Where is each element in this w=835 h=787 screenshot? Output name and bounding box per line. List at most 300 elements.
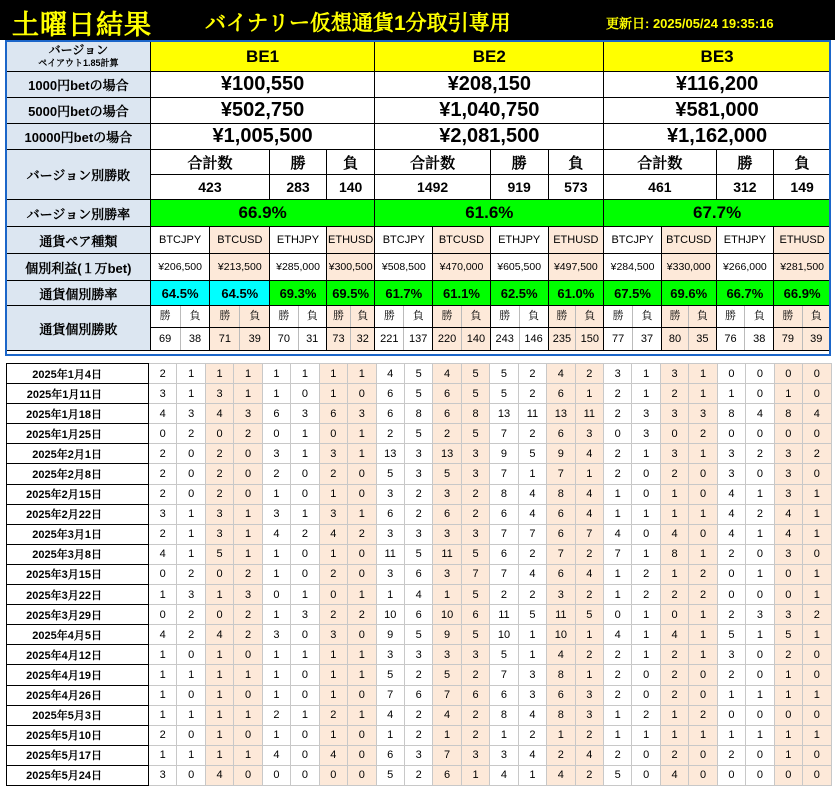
result-cell[interactable]: 13 (433, 444, 461, 464)
pair-winrate[interactable]: 66.9% (774, 281, 831, 306)
pair-winrate[interactable]: 69.6% (661, 281, 716, 306)
result-cell[interactable]: 2 (717, 745, 745, 765)
result-cell[interactable]: 3 (774, 444, 802, 464)
result-cell[interactable]: 6 (433, 765, 461, 785)
pair-winrate[interactable]: 67.5% (604, 281, 662, 306)
result-cell[interactable]: 2 (404, 484, 432, 504)
result-cell[interactable]: 0 (234, 725, 262, 745)
result-cell[interactable]: 9 (490, 444, 518, 464)
result-cell[interactable]: 3 (575, 424, 603, 444)
result-cell[interactable]: 5 (717, 625, 745, 645)
result-cell[interactable]: 0 (348, 745, 376, 765)
pair-winrate[interactable]: 64.5% (210, 281, 270, 306)
result-cell[interactable]: 3 (689, 404, 717, 424)
result-cell[interactable]: 0 (291, 745, 319, 765)
result-cell[interactable]: 2 (461, 665, 489, 685)
result-cell[interactable]: 0 (774, 765, 802, 785)
result-cell[interactable]: 0 (717, 364, 745, 384)
result-cell[interactable]: 2 (604, 384, 632, 404)
result-cell[interactable]: 1 (660, 705, 688, 725)
pair-winrate[interactable]: 61.0% (548, 281, 604, 306)
loss-header[interactable]: 負 (548, 150, 604, 175)
result-cell[interactable]: 8 (490, 705, 518, 725)
result-cell[interactable]: 0 (348, 625, 376, 645)
result-cell[interactable]: 5 (461, 364, 489, 384)
result-cell[interactable]: 0 (291, 765, 319, 785)
result-cell[interactable]: 1 (604, 585, 632, 605)
result-cell[interactable]: 6 (376, 504, 404, 524)
result-cell[interactable]: 2 (149, 484, 177, 504)
result-cell[interactable]: 0 (689, 484, 717, 504)
result-cell[interactable]: 0 (291, 665, 319, 685)
result-cell[interactable]: 2 (518, 585, 546, 605)
result-cell[interactable]: 1 (234, 544, 262, 564)
result-cell[interactable]: 6 (319, 404, 347, 424)
result-cell[interactable]: 2 (803, 444, 831, 464)
result-cell[interactable]: 6 (547, 524, 575, 544)
result-cell[interactable]: 1 (205, 645, 233, 665)
pair-winrate[interactable]: 69.3% (270, 281, 327, 306)
result-cell[interactable]: 7 (461, 564, 489, 584)
win-header[interactable]: 勝 (490, 150, 548, 175)
result-cell[interactable]: 7 (547, 544, 575, 564)
result-cell[interactable]: 1 (319, 484, 347, 504)
result-cell[interactable]: 7 (547, 464, 575, 484)
version-winrate[interactable]: 67.7% (604, 200, 831, 227)
result-cell[interactable]: 7 (518, 524, 546, 544)
result-cell[interactable]: 1 (746, 524, 774, 544)
result-cell[interactable]: 3 (376, 564, 404, 584)
pair-winrate-label[interactable]: 通貨個別勝率 (7, 281, 151, 306)
result-cell[interactable]: 2 (319, 705, 347, 725)
result-cell[interactable]: 11 (547, 605, 575, 625)
result-cell[interactable]: 4 (575, 444, 603, 464)
pair-winloss-header[interactable] (490, 306, 548, 328)
result-cell[interactable]: 1 (660, 484, 688, 504)
result-cell[interactable]: 0 (604, 424, 632, 444)
result-cell[interactable]: 3 (149, 765, 177, 785)
result-cell[interactable]: 1 (262, 665, 290, 685)
pair-winloss-header[interactable] (661, 306, 716, 328)
result-cell[interactable]: 1 (262, 685, 290, 705)
pair-winrate[interactable]: 64.5% (150, 281, 210, 306)
pair-winrate[interactable]: 69.5% (326, 281, 375, 306)
result-cell[interactable]: 0 (348, 564, 376, 584)
result-cell[interactable]: 2 (205, 444, 233, 464)
result-cell[interactable]: 0 (262, 585, 290, 605)
result-cell[interactable]: 2 (461, 484, 489, 504)
result-cell[interactable]: 4 (518, 484, 546, 504)
result-cell[interactable]: 0 (291, 685, 319, 705)
result-cell[interactable]: 4 (262, 745, 290, 765)
result-cell[interactable]: 2 (689, 564, 717, 584)
result-cell[interactable]: 1 (632, 364, 660, 384)
result-cell[interactable]: 0 (746, 364, 774, 384)
result-cell[interactable]: 2 (575, 725, 603, 745)
pair-winloss-header[interactable] (433, 306, 491, 328)
bet-5000-row-label[interactable]: 5000円betの場合 (7, 98, 151, 124)
result-cell[interactable]: 1 (348, 705, 376, 725)
result-cell[interactable]: 3 (262, 504, 290, 524)
result-cell[interactable]: 1 (604, 705, 632, 725)
result-cell[interactable]: 1 (291, 424, 319, 444)
result-cell[interactable]: 7 (575, 524, 603, 544)
result-cell[interactable]: 0 (149, 605, 177, 625)
result-cell[interactable]: 3 (319, 444, 347, 464)
result-cell[interactable]: 0 (746, 544, 774, 564)
profit-cell[interactable]: ¥1,040,750 (375, 98, 604, 124)
version-winrate[interactable]: 61.6% (375, 200, 604, 227)
result-cell[interactable]: 0 (262, 765, 290, 785)
version-name-cell[interactable]: BE3 (604, 42, 831, 72)
loss-count[interactable]: 149 (774, 175, 831, 200)
result-cell[interactable]: 6 (404, 685, 432, 705)
result-cell[interactable]: 2 (604, 645, 632, 665)
result-cell[interactable]: 1 (717, 685, 745, 705)
result-cell[interactable]: 8 (490, 484, 518, 504)
result-cell[interactable]: 1 (803, 524, 831, 544)
result-cell[interactable]: 0 (746, 645, 774, 665)
bet-10000-row-label[interactable]: 10000円betの場合 (7, 124, 151, 150)
result-cell[interactable]: 5 (490, 645, 518, 665)
result-cell[interactable]: 0 (689, 665, 717, 685)
pair-winloss-values[interactable] (433, 328, 491, 351)
result-cell[interactable]: 1 (774, 725, 802, 745)
result-cell[interactable]: 1 (803, 625, 831, 645)
result-cell[interactable]: 1 (319, 665, 347, 685)
result-cell[interactable]: 3 (461, 524, 489, 544)
pair-winrate[interactable]: 66.7% (716, 281, 774, 306)
result-cell[interactable]: 0 (746, 765, 774, 785)
result-cell[interactable]: 3 (404, 524, 432, 544)
result-cell[interactable]: 1 (518, 765, 546, 785)
result-cell[interactable]: 2 (404, 765, 432, 785)
result-cell[interactable]: 2 (660, 464, 688, 484)
result-cell[interactable]: 10 (433, 605, 461, 625)
result-cell[interactable]: 2 (518, 424, 546, 444)
result-cell[interactable]: 6 (376, 404, 404, 424)
result-cell[interactable]: 1 (234, 524, 262, 544)
pair-profit[interactable]: ¥300,500 (326, 254, 375, 281)
result-cell[interactable]: 1 (291, 645, 319, 665)
result-cell[interactable]: 0 (689, 464, 717, 484)
result-cell[interactable]: 1 (291, 504, 319, 524)
date-cell[interactable]: 2025年1月11日 (7, 384, 149, 404)
result-cell[interactable]: 2 (404, 725, 432, 745)
result-cell[interactable]: 5 (461, 625, 489, 645)
result-cell[interactable]: 13 (490, 404, 518, 424)
result-cell[interactable]: 11 (575, 404, 603, 424)
result-cell[interactable]: 3 (404, 444, 432, 464)
result-cell[interactable]: 2 (319, 464, 347, 484)
result-cell[interactable]: 3 (234, 585, 262, 605)
result-cell[interactable]: 0 (746, 585, 774, 605)
result-cell[interactable]: 4 (205, 765, 233, 785)
result-cell[interactable]: 2 (604, 404, 632, 424)
result-cell[interactable]: 0 (803, 364, 831, 384)
result-cell[interactable]: 3 (632, 404, 660, 424)
result-cell[interactable]: 1 (149, 645, 177, 665)
loss-header[interactable]: 負 (326, 150, 375, 175)
result-cell[interactable]: 4 (547, 645, 575, 665)
result-cell[interactable]: 1 (461, 765, 489, 785)
result-cell[interactable]: 0 (632, 484, 660, 504)
result-cell[interactable]: 2 (348, 524, 376, 544)
date-cell[interactable]: 2025年4月12日 (7, 645, 149, 665)
result-cell[interactable]: 0 (177, 765, 205, 785)
result-cell[interactable]: 0 (177, 484, 205, 504)
pair-winloss-header[interactable] (270, 306, 327, 328)
result-cell[interactable]: 4 (717, 484, 745, 504)
result-cell[interactable]: 5 (404, 625, 432, 645)
result-cell[interactable]: 3 (518, 665, 546, 685)
version-winrate[interactable]: 66.9% (150, 200, 375, 227)
result-cell[interactable]: 2 (604, 685, 632, 705)
pair-winloss-values[interactable] (326, 328, 375, 351)
result-cell[interactable]: 3 (717, 444, 745, 464)
loss-header[interactable]: 負 (774, 150, 831, 175)
pair-winloss-header[interactable] (716, 306, 774, 328)
result-cell[interactable]: 0 (746, 665, 774, 685)
result-cell[interactable]: 3 (433, 484, 461, 504)
result-cell[interactable]: 3 (774, 484, 802, 504)
result-cell[interactable]: 6 (376, 384, 404, 404)
pair-winloss-values[interactable] (490, 328, 548, 351)
result-cell[interactable]: 2 (234, 605, 262, 625)
result-cell[interactable]: 1 (234, 364, 262, 384)
result-cell[interactable]: 5 (461, 424, 489, 444)
result-cell[interactable]: 1 (575, 625, 603, 645)
result-cell[interactable]: 0 (746, 745, 774, 765)
result-cell[interactable]: 1 (604, 725, 632, 745)
result-cell[interactable]: 1 (319, 685, 347, 705)
date-cell[interactable]: 2025年1月25日 (7, 424, 149, 444)
result-cell[interactable]: 5 (404, 424, 432, 444)
result-cell[interactable]: 0 (291, 564, 319, 584)
result-cell[interactable]: 1 (632, 504, 660, 524)
result-cell[interactable]: 2 (575, 544, 603, 564)
result-cell[interactable]: 1 (717, 725, 745, 745)
result-cell[interactable]: 0 (234, 645, 262, 665)
result-cell[interactable]: 2 (149, 464, 177, 484)
winrate-by-version-label[interactable]: バージョン別勝率 (7, 200, 151, 227)
pair-name[interactable]: ETHUSD (326, 227, 375, 254)
result-cell[interactable]: 1 (149, 685, 177, 705)
result-cell[interactable]: 4 (803, 404, 831, 424)
win-header[interactable]: 勝 (716, 150, 774, 175)
result-cell[interactable]: 4 (575, 564, 603, 584)
total-count[interactable]: 461 (604, 175, 716, 200)
result-cell[interactable]: 2 (746, 444, 774, 464)
pair-winloss-header[interactable] (326, 306, 375, 328)
result-cell[interactable]: 0 (660, 424, 688, 444)
result-cell[interactable]: 0 (774, 364, 802, 384)
result-cell[interactable]: 0 (717, 585, 745, 605)
result-cell[interactable]: 7 (376, 685, 404, 705)
result-cell[interactable]: 2 (319, 564, 347, 584)
result-cell[interactable]: 3 (717, 464, 745, 484)
result-cell[interactable]: 1 (803, 585, 831, 605)
result-cell[interactable]: 3 (660, 404, 688, 424)
result-cell[interactable]: 2 (689, 424, 717, 444)
result-cell[interactable]: 1 (604, 564, 632, 584)
result-cell[interactable]: 1 (604, 504, 632, 524)
result-cell[interactable]: 1 (689, 544, 717, 564)
result-cell[interactable]: 3 (632, 424, 660, 444)
result-cell[interactable]: 3 (177, 404, 205, 424)
result-cell[interactable]: 1 (433, 585, 461, 605)
pair-winloss-values[interactable] (661, 328, 716, 351)
result-cell[interactable]: 2 (177, 625, 205, 645)
result-cell[interactable]: 2 (717, 665, 745, 685)
pair-winloss-header[interactable] (604, 306, 662, 328)
result-cell[interactable]: 1 (177, 665, 205, 685)
result-cell[interactable]: 0 (149, 424, 177, 444)
pair-profit[interactable]: ¥330,000 (661, 254, 716, 281)
result-cell[interactable]: 4 (717, 504, 745, 524)
result-cell[interactable]: 3 (404, 745, 432, 765)
result-cell[interactable]: 1 (348, 665, 376, 685)
result-cell[interactable]: 3 (575, 705, 603, 725)
result-cell[interactable]: 1 (234, 665, 262, 685)
result-cell[interactable]: 0 (803, 665, 831, 685)
result-cell[interactable]: 3 (717, 645, 745, 665)
result-cell[interactable]: 2 (803, 605, 831, 625)
result-cell[interactable]: 0 (632, 665, 660, 685)
result-cell[interactable]: 0 (348, 544, 376, 564)
result-cell[interactable]: 1 (632, 384, 660, 404)
result-cell[interactable]: 2 (632, 564, 660, 584)
result-cell[interactable]: 13 (547, 404, 575, 424)
result-cell[interactable]: 2 (660, 685, 688, 705)
result-cell[interactable]: 2 (205, 464, 233, 484)
result-cell[interactable]: 1 (205, 745, 233, 765)
result-cell[interactable]: 1 (262, 384, 290, 404)
result-cell[interactable]: 0 (717, 564, 745, 584)
result-cell[interactable]: 1 (205, 665, 233, 685)
result-cell[interactable]: 2 (660, 665, 688, 685)
total-count[interactable]: 423 (150, 175, 269, 200)
result-cell[interactable]: 2 (575, 645, 603, 665)
result-cell[interactable]: 1 (262, 645, 290, 665)
result-cell[interactable]: 6 (433, 404, 461, 424)
result-cell[interactable]: 2 (518, 544, 546, 564)
result-cell[interactable]: 2 (376, 424, 404, 444)
result-cell[interactable]: 0 (348, 464, 376, 484)
loss-count[interactable]: 140 (326, 175, 375, 200)
result-cell[interactable]: 0 (262, 424, 290, 444)
result-cell[interactable]: 3 (660, 364, 688, 384)
result-cell[interactable]: 2 (348, 605, 376, 625)
date-cell[interactable]: 2025年5月24日 (7, 765, 149, 785)
date-cell[interactable]: 2025年4月5日 (7, 625, 149, 645)
result-cell[interactable]: 0 (348, 384, 376, 404)
result-cell[interactable]: 0 (803, 705, 831, 725)
result-cell[interactable]: 1 (689, 384, 717, 404)
result-cell[interactable]: 2 (404, 705, 432, 725)
result-cell[interactable]: 3 (149, 504, 177, 524)
result-cell[interactable]: 0 (689, 765, 717, 785)
date-cell[interactable]: 2025年4月26日 (7, 685, 149, 705)
result-cell[interactable]: 1 (632, 725, 660, 745)
result-cell[interactable]: 2 (547, 745, 575, 765)
result-cell[interactable]: 10 (376, 605, 404, 625)
result-cell[interactable]: 0 (177, 444, 205, 464)
result-cell[interactable]: 6 (490, 685, 518, 705)
result-cell[interactable]: 8 (547, 484, 575, 504)
result-cell[interactable]: 6 (547, 685, 575, 705)
date-cell[interactable]: 2025年2月15日 (7, 484, 149, 504)
result-cell[interactable]: 6 (376, 745, 404, 765)
result-cell[interactable]: 3 (348, 404, 376, 424)
result-cell[interactable]: 2 (660, 645, 688, 665)
result-cell[interactable]: 6 (490, 504, 518, 524)
result-cell[interactable]: 0 (803, 424, 831, 444)
pair-winloss-values[interactable] (375, 328, 433, 351)
result-cell[interactable]: 3 (774, 605, 802, 625)
result-cell[interactable]: 5 (575, 605, 603, 625)
result-cell[interactable]: 0 (205, 564, 233, 584)
result-cell[interactable]: 3 (205, 524, 233, 544)
result-cell[interactable]: 3 (376, 645, 404, 665)
result-cell[interactable]: 0 (632, 765, 660, 785)
result-cell[interactable]: 0 (234, 444, 262, 464)
profit-cell[interactable]: ¥2,081,500 (375, 124, 604, 150)
result-cell[interactable]: 4 (774, 504, 802, 524)
result-cell[interactable]: 4 (149, 544, 177, 564)
pair-name[interactable]: ETHJPY (490, 227, 548, 254)
result-cell[interactable]: 9 (433, 625, 461, 645)
pair-winrate[interactable]: 61.1% (433, 281, 491, 306)
result-cell[interactable]: 3 (433, 524, 461, 544)
result-cell[interactable]: 1 (575, 665, 603, 685)
pair-name[interactable]: BTCUSD (433, 227, 491, 254)
result-cell[interactable]: 1 (262, 484, 290, 504)
result-cell[interactable]: 1 (348, 424, 376, 444)
result-cell[interactable]: 1 (746, 484, 774, 504)
result-cell[interactable]: 1 (632, 645, 660, 665)
date-cell[interactable]: 2025年5月3日 (7, 705, 149, 725)
result-cell[interactable]: 3 (774, 464, 802, 484)
result-cell[interactable]: 1 (803, 484, 831, 504)
result-cell[interactable]: 1 (177, 504, 205, 524)
result-cell[interactable]: 3 (404, 464, 432, 484)
result-cell[interactable]: 2 (575, 364, 603, 384)
result-cell[interactable]: 2 (689, 705, 717, 725)
result-cell[interactable]: 1 (632, 444, 660, 464)
pair-name[interactable]: BTCJPY (150, 227, 210, 254)
result-cell[interactable]: 1 (689, 504, 717, 524)
result-cell[interactable]: 13 (376, 444, 404, 464)
result-cell[interactable]: 4 (604, 625, 632, 645)
result-cell[interactable]: 5 (518, 444, 546, 464)
result-cell[interactable]: 8 (547, 665, 575, 685)
result-cell[interactable]: 2 (632, 705, 660, 725)
result-cell[interactable]: 7 (490, 464, 518, 484)
result-cell[interactable]: 4 (518, 745, 546, 765)
result-cell[interactable]: 4 (660, 765, 688, 785)
result-cell[interactable]: 2 (604, 745, 632, 765)
result-cell[interactable]: 0 (632, 464, 660, 484)
pair-profit[interactable]: ¥213,500 (210, 254, 270, 281)
result-cell[interactable]: 1 (149, 665, 177, 685)
result-cell[interactable]: 0 (291, 725, 319, 745)
result-cell[interactable]: 0 (291, 544, 319, 564)
result-cell[interactable]: 0 (234, 765, 262, 785)
result-cell[interactable]: 2 (433, 424, 461, 444)
result-cell[interactable]: 4 (490, 765, 518, 785)
result-cell[interactable]: 3 (205, 504, 233, 524)
